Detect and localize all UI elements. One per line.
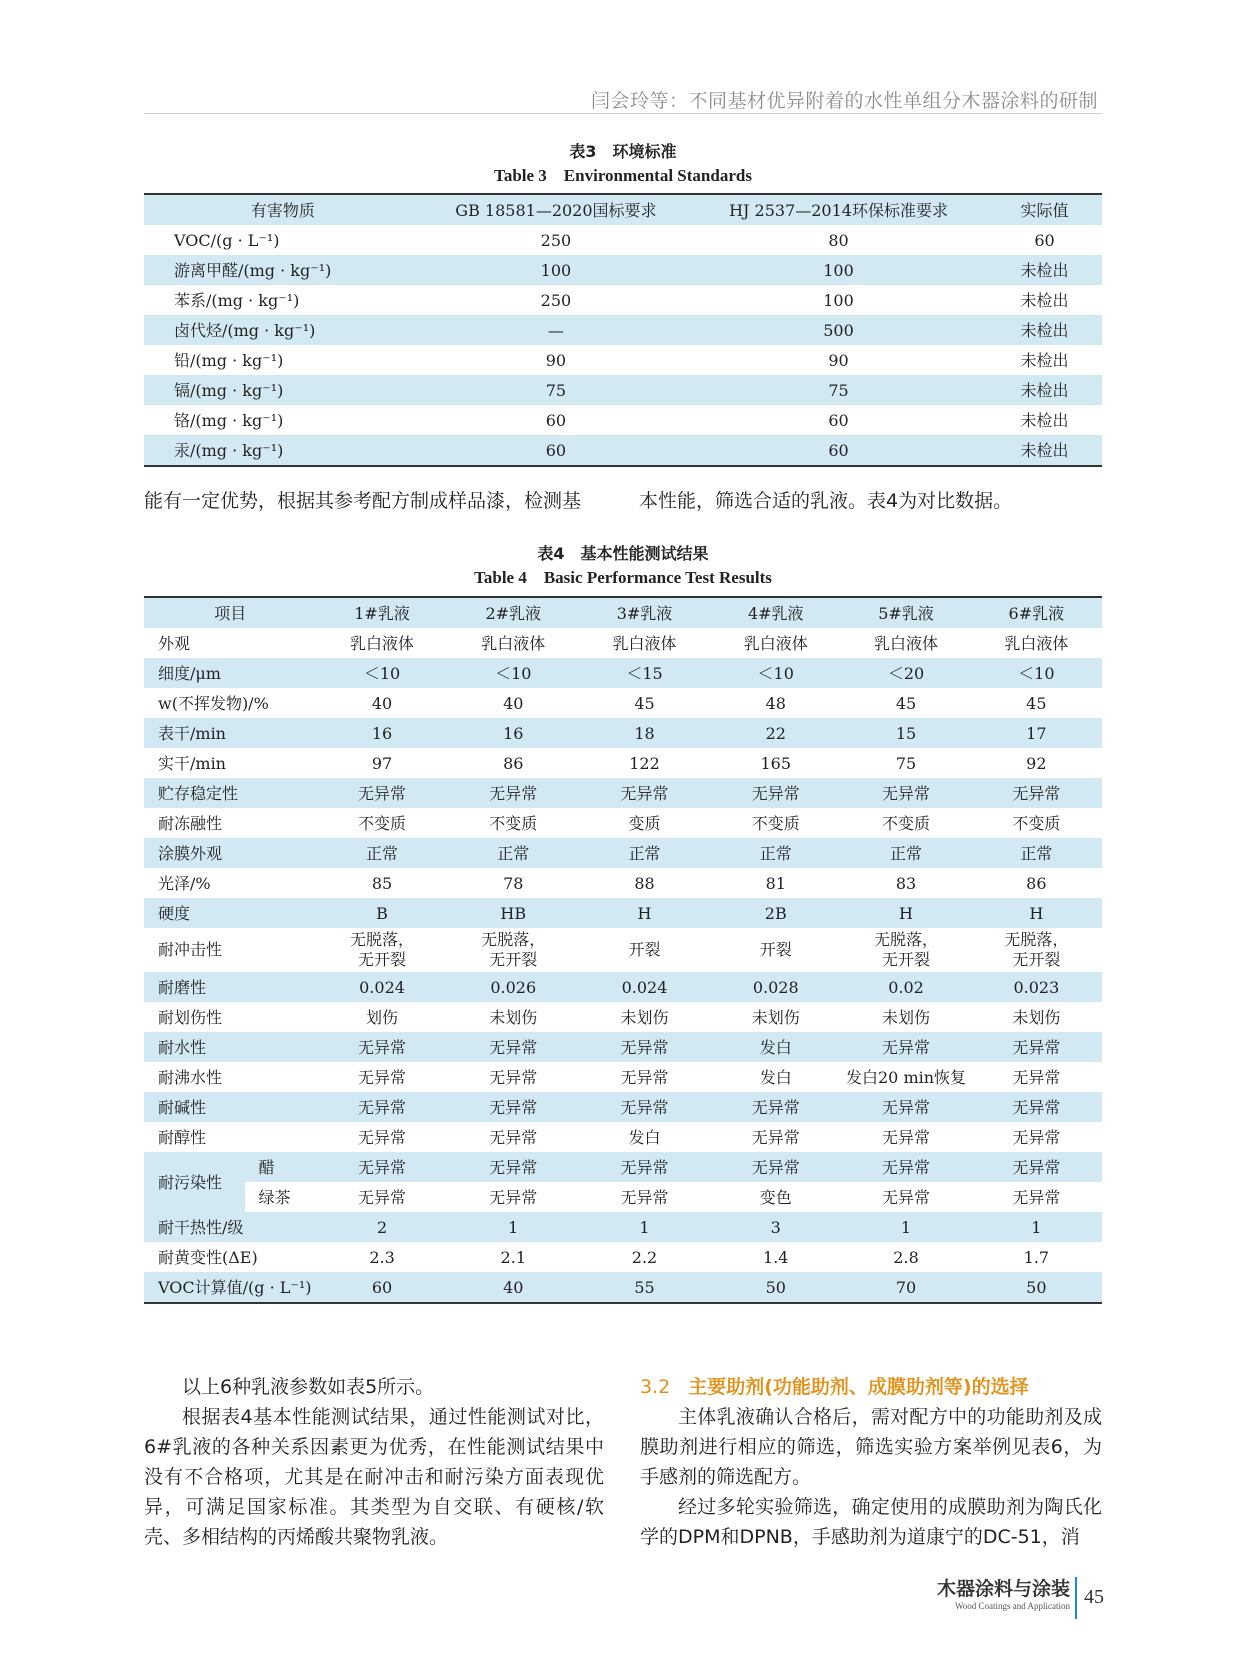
table4-cell: 无异常	[358, 1187, 407, 1207]
table3-header-cell: 有害物质	[144, 194, 422, 225]
table4-cell: 乳白液体	[743, 633, 808, 653]
table4-row	[144, 1242, 1102, 1272]
table4-cell: 发白	[710, 1032, 841, 1062]
table3-cell: 90	[828, 350, 849, 370]
table4-cell: 0.026	[448, 972, 579, 1002]
table4-row	[144, 838, 1102, 868]
table4-stain-label: 耐污染性	[144, 1152, 245, 1212]
table3-cell: 100	[823, 290, 854, 310]
table4-cell: HB	[448, 898, 579, 928]
table3-row	[144, 255, 1102, 285]
table4-cell: 变质	[628, 813, 661, 833]
table4-row	[144, 808, 1102, 838]
table4-cell: 无异常	[971, 1152, 1102, 1182]
section-heading	[640, 1372, 1102, 1402]
table4-cell: 55	[579, 1272, 710, 1303]
table4-row	[144, 1182, 1102, 1212]
middle-text-left: 能有一定优势，根据其参考配方制成样品漆，检测基	[144, 490, 582, 512]
table3-header-cell: HJ 2537—2014环保标准要求	[690, 194, 987, 225]
table4-cell: 未划伤	[882, 1007, 931, 1027]
table4	[144, 596, 1102, 1304]
table4-cell: 60	[316, 1272, 447, 1303]
table4-cell: 无异常	[882, 1187, 931, 1207]
table4-cell: ＜10	[448, 658, 579, 688]
table3-cell: 250	[540, 230, 572, 250]
table3-cell: 汞/(mg · kg⁻¹)	[144, 435, 422, 466]
page-number: 45	[1084, 1586, 1104, 1608]
table4-cell: 划伤	[366, 1007, 399, 1027]
table4-cell: 2.8	[893, 1247, 919, 1267]
table3-row	[144, 435, 1102, 466]
table4-cell: 2.2	[631, 1247, 658, 1267]
table4-cell: 光泽/%	[158, 873, 211, 893]
table4-cell: 耐水性	[144, 1032, 316, 1062]
table4-header-cell: 项目	[144, 597, 316, 628]
table4-cell: 无异常	[882, 1127, 931, 1147]
table4-cell: 无异常	[1012, 1067, 1061, 1087]
middle-text-right: 本性能，筛选合适的乳液。表4为对比数据。	[639, 490, 1013, 512]
table4-row	[144, 928, 1102, 972]
table4-cell: 无异常	[971, 1032, 1102, 1062]
table4-cell: 不变质	[751, 813, 800, 833]
table4-cell: 45	[634, 693, 655, 713]
table4-cell: 乳白液体	[612, 633, 677, 653]
table4-row	[144, 898, 1102, 928]
table3-cell: 未检出	[987, 435, 1102, 466]
table4-cell: 贮存稳定性	[144, 778, 316, 808]
table4-cell: 耐划伤性	[158, 1007, 223, 1027]
table4-row	[144, 1002, 1102, 1032]
table4-cell: 16	[448, 718, 579, 748]
table4-cell: 无异常	[841, 1152, 970, 1182]
section-title: 主要助剂(功能助剂、成膜助剂等)的选择	[688, 1376, 1029, 1398]
table4-caption-cn: 表4 基本性能测试结果	[537, 544, 709, 563]
table4-cell: w(不挥发物)/%	[158, 693, 269, 713]
table4-cell: 85	[371, 873, 393, 893]
table4-header-cell: 2#乳液	[448, 597, 579, 628]
table4-cell: 无脱落， 无开裂	[350, 930, 415, 969]
table3-cell: 100	[422, 255, 690, 285]
right-column	[640, 1372, 1102, 1552]
table4-cell: 未划伤	[489, 1007, 538, 1027]
table4-cell: 不变质	[882, 813, 931, 833]
table4-row	[144, 972, 1102, 1002]
table4-cell: 2.1	[500, 1247, 526, 1267]
table4-cell: 0.02	[841, 972, 970, 1002]
table3-row	[144, 405, 1102, 435]
table4-cell: 45	[895, 693, 917, 713]
table4-row	[144, 1272, 1102, 1303]
table4-cell: 正常	[710, 838, 841, 868]
table4-cell: 无异常	[751, 1127, 800, 1147]
table4-cell: 无异常	[710, 1152, 841, 1182]
table4-cell: 正常	[448, 838, 579, 868]
table3-row	[144, 225, 1102, 255]
table4-cell: 耐醇性	[158, 1127, 207, 1147]
table4-cell: 未划伤	[620, 1007, 669, 1027]
table4-cell: ＜10	[710, 658, 841, 688]
table4-cell: 耐冲击性	[158, 940, 223, 959]
table3-cell: VOC/(g · L⁻¹)	[174, 230, 280, 250]
table3-cell: 60	[422, 435, 690, 466]
table4-cell: 15	[841, 718, 970, 748]
table4-cell: 未划伤	[751, 1007, 800, 1027]
table4-cell: 不变质	[358, 813, 407, 833]
table3-cell: 游离甲醛/(mg · kg⁻¹)	[144, 255, 422, 285]
table4-cell: 0.024	[316, 972, 447, 1002]
table4-cell: ＜10	[316, 658, 447, 688]
table3	[144, 193, 1102, 467]
table4-header-cell: 1#乳液	[316, 597, 447, 628]
table4-cell: 无异常	[489, 1127, 538, 1147]
table3-cell: 60	[828, 410, 849, 430]
table4-cell: 硬度	[144, 898, 316, 928]
table3-cell: 未检出	[987, 255, 1102, 285]
table4-row	[144, 1032, 1102, 1062]
table4-cell: ＜10	[971, 658, 1102, 688]
table4-cell: 45	[1026, 693, 1047, 713]
table4-cell: 无脱落， 无开裂	[481, 930, 546, 969]
table4-cell: H	[841, 898, 970, 928]
table4-cell: H	[579, 898, 710, 928]
table4-cell: 48	[765, 693, 786, 713]
table3-caption	[144, 140, 1102, 188]
table4-caption	[144, 542, 1102, 590]
table4-cell: 发白	[759, 1067, 792, 1087]
table3-cell: 未检出	[987, 375, 1102, 405]
table4-cell: 无异常	[841, 778, 970, 808]
table4-cell: 无异常	[316, 778, 447, 808]
table4-cell: 耐碱性	[144, 1092, 316, 1122]
table4-cell: 耐干热性/级	[144, 1212, 316, 1242]
table4-cell: 乳白液体	[1004, 633, 1069, 653]
table4-cell: 无异常	[489, 1067, 538, 1087]
table4-header-cell: 3#乳液	[579, 597, 710, 628]
table4-cell: B	[316, 898, 447, 928]
table4-cell: 正常	[316, 838, 447, 868]
left-paragraph-1: 以上6种乳液参数如表5所示。	[182, 1376, 435, 1398]
table3-cell: 75	[690, 375, 987, 405]
table4-cell: 无异常	[358, 1127, 407, 1147]
table4-cell: 变色	[759, 1187, 792, 1207]
table3-cell: 90	[545, 350, 567, 370]
table4-cell: 正常	[971, 838, 1102, 868]
table4-cell: 122	[629, 753, 660, 773]
table4-cell: 18	[579, 718, 710, 748]
table4-cell: 耐黄变性(ΔE)	[158, 1247, 258, 1267]
table4-row	[144, 868, 1102, 898]
table4-cell: 78	[503, 873, 524, 893]
table4-header-row	[144, 597, 1102, 628]
table3-cell: 80	[828, 230, 849, 250]
table4-cell: 正常	[841, 838, 970, 868]
table4-cell: 83	[895, 873, 917, 893]
table4-cell: 无异常	[971, 1092, 1102, 1122]
table3-row	[144, 375, 1102, 405]
table4-row	[144, 688, 1102, 718]
table4-cell: 40	[503, 693, 524, 713]
table3-caption-cn: 表3 环境标准	[569, 142, 677, 161]
table4-cell: 发白20 min恢复	[846, 1067, 967, 1087]
table4-cell: ＜15	[579, 658, 710, 688]
table4-cell: 外观	[158, 633, 191, 653]
table4-cell: H	[971, 898, 1102, 928]
table4-cell: 涂膜外观	[144, 838, 316, 868]
running-title: 闫会玲等：不同基材优异附着的水性单组分木器涂料的研制	[590, 90, 1098, 112]
table3-header-cell: 实际值	[987, 194, 1102, 225]
table4-cell: 无异常	[448, 1152, 579, 1182]
table4-cell: 无异常	[710, 778, 841, 808]
table4-cell: 无异常	[358, 1067, 407, 1087]
table4-cell: 40	[371, 693, 393, 713]
table3-cell: 铬/(mg · kg⁻¹)	[174, 410, 284, 430]
right-paragraph-2: 经过多轮实验筛选，确定使用的成膜助剂为陶氏化学的DPM和DPNB，手感助剂为道康宁的DC-51，消	[640, 1496, 1102, 1548]
table4-cell: 0.024	[579, 972, 710, 1002]
table3-cell: 500	[690, 315, 987, 345]
table4-cell: 发白	[628, 1127, 661, 1147]
table4-cell: 无异常	[579, 1152, 710, 1182]
table4-cell: 无异常	[971, 778, 1102, 808]
table4-cell: 22	[710, 718, 841, 748]
table4-cell: 醋	[245, 1152, 317, 1182]
table4-cell: 无异常	[448, 1092, 579, 1122]
table3-cell: 卤代烃/(mg · kg⁻¹)	[144, 315, 422, 345]
table4-cell: 1	[971, 1212, 1102, 1242]
table4-cell: 不变质	[489, 813, 538, 833]
table4-cell: 16	[316, 718, 447, 748]
table4-row	[144, 1152, 1102, 1182]
table4-cell: 无异常	[620, 1067, 669, 1087]
table4-cell: 70	[841, 1272, 970, 1303]
header-rule	[144, 113, 1102, 114]
table3-cell: 60	[690, 435, 987, 466]
table4-cell: 88	[634, 873, 655, 893]
table4-cell: 细度/μm	[144, 658, 316, 688]
table4-cell: 3	[710, 1212, 841, 1242]
table4-row	[144, 658, 1102, 688]
table4-row	[144, 1122, 1102, 1152]
table4-cell: 无异常	[448, 778, 579, 808]
table4-row	[144, 748, 1102, 778]
footer-journal-en: Wood Coatings and Application	[954, 1601, 1070, 1611]
table3-cell: 75	[422, 375, 690, 405]
table4-cell: 正常	[579, 838, 710, 868]
table3-cell: —	[422, 315, 690, 345]
table3-row	[144, 285, 1102, 315]
table3-cell: 250	[540, 290, 572, 310]
table4-row	[144, 778, 1102, 808]
table4-cell: 乳白液体	[874, 633, 939, 653]
table4-cell: 耐冻融性	[158, 813, 223, 833]
table4-cell: 乳白液体	[350, 633, 415, 653]
table4-cell: 无异常	[710, 1092, 841, 1122]
table4-cell: 17	[971, 718, 1102, 748]
table4-cell: 无异常	[448, 1032, 579, 1062]
table4-cell: 无异常	[579, 1092, 710, 1122]
footer-journal-cn: 木器涂料与涂装	[936, 1578, 1070, 1600]
table3-cell: 60	[545, 410, 567, 430]
table4-cell: 50	[710, 1272, 841, 1303]
table4-cell: 无异常	[620, 1187, 669, 1207]
table4-row	[144, 1092, 1102, 1122]
table4-cell: 耐沸水性	[158, 1067, 223, 1087]
table4-cell: 1.7	[1023, 1247, 1050, 1267]
table4-cell: 表干/min	[144, 718, 316, 748]
section-number: 3.2	[640, 1376, 671, 1398]
table3-header-cell: GB 18581—2020国标要求	[422, 194, 690, 225]
table3-cell: 未检出	[1020, 290, 1069, 310]
table4-cell: 不变质	[1012, 813, 1061, 833]
table4-cell: 无异常	[841, 1092, 970, 1122]
table3-cell: 苯系/(mg · kg⁻¹)	[174, 290, 300, 310]
table4-row	[144, 718, 1102, 748]
table4-cell: 165	[760, 753, 792, 773]
table4-row	[144, 1062, 1102, 1092]
table4-cell: 40	[448, 1272, 579, 1303]
table4-cell: ＜20	[841, 658, 970, 688]
table4-cell: 0.028	[710, 972, 841, 1002]
table4-cell: 无异常	[1012, 1187, 1061, 1207]
table4-cell: 无异常	[579, 778, 710, 808]
table4-cell: 2.3	[369, 1247, 395, 1267]
table4-cell: 81	[765, 873, 786, 893]
table4-cell: 无异常	[316, 1032, 447, 1062]
table4-cell: 97	[371, 753, 393, 773]
table4-cell: 1	[841, 1212, 970, 1242]
table4-cell: 无异常	[316, 1152, 447, 1182]
table4-row	[144, 628, 1102, 658]
table4-cell: 无异常	[841, 1032, 970, 1062]
table3-cell: 未检出	[987, 315, 1102, 345]
table4-cell: 绿茶	[258, 1187, 291, 1207]
table4-row	[144, 1212, 1102, 1242]
table4-cell: 92	[1026, 753, 1047, 773]
table4-cell: 75	[895, 753, 917, 773]
footer-divider	[1075, 1577, 1077, 1619]
table4-header-cell: 5#乳液	[841, 597, 970, 628]
table3-cell: 未检出	[1020, 410, 1069, 430]
table3-cell: 铅/(mg · kg⁻¹)	[174, 350, 284, 370]
table4-cell: 86	[1026, 873, 1047, 893]
table3-row	[144, 315, 1102, 345]
table4-cell: 无异常	[1012, 1127, 1061, 1147]
table3-header-row	[144, 194, 1102, 225]
table4-cell: 0.023	[971, 972, 1102, 1002]
table3-cell: 100	[690, 255, 987, 285]
table4-cell: 50	[971, 1272, 1102, 1303]
table3-cell: 60	[1034, 230, 1055, 250]
table4-cell: 耐磨性	[144, 972, 316, 1002]
table3-cell: 未检出	[1020, 350, 1069, 370]
table4-cell: 无脱落， 无开裂	[874, 930, 939, 969]
table3-cell: 镉/(mg · kg⁻¹)	[144, 375, 422, 405]
table4-cell: 无异常	[489, 1187, 538, 1207]
table4-cell: 2	[316, 1212, 447, 1242]
table4-cell: 2B	[710, 898, 841, 928]
table4-cell: 1	[448, 1212, 579, 1242]
table4-cell: 实干/min	[158, 753, 226, 773]
table4-cell: 乳白液体	[481, 633, 546, 653]
left-paragraph-2: 根据表4基本性能测试结果，通过性能测试对比，6#乳液的各种关系因素更为优秀，在性能测试结果中没有不合格项，尤其是在耐冲击和耐污染方面表现优异，可满足国家标准。其类型为自交联、有硬核/软壳、多相结构的丙烯酸共聚物乳液。	[144, 1406, 604, 1548]
table4-cell: 1	[579, 1212, 710, 1242]
table4-cell: 未划伤	[1012, 1007, 1061, 1027]
table4-cell: 无异常	[316, 1092, 447, 1122]
table4-cell: 无异常	[579, 1032, 710, 1062]
table4-cell: 86	[503, 753, 524, 773]
table4-cell: 开裂	[628, 940, 661, 959]
table3-row	[144, 345, 1102, 375]
table4-cell: 1.4	[763, 1247, 789, 1267]
table4-cell: VOC计算值/(g · L⁻¹)	[144, 1272, 316, 1303]
table4-cell: 开裂	[759, 940, 792, 959]
right-paragraph-1: 主体乳液确认合格后，需对配方中的功能助剂及成膜助剂进行相应的筛选，筛选实验方案举例见表6，为手感剂的筛选配方。	[640, 1406, 1102, 1488]
left-column	[144, 1372, 604, 1552]
table3-caption-en: Table 3 Environmental Standards	[494, 166, 752, 185]
table4-header-cell: 4#乳液	[710, 597, 841, 628]
table4-caption-en: Table 4 Basic Performance Test Results	[474, 568, 772, 587]
table4-header-cell: 6#乳液	[971, 597, 1102, 628]
table4-cell: 无脱落， 无开裂	[1004, 930, 1069, 969]
